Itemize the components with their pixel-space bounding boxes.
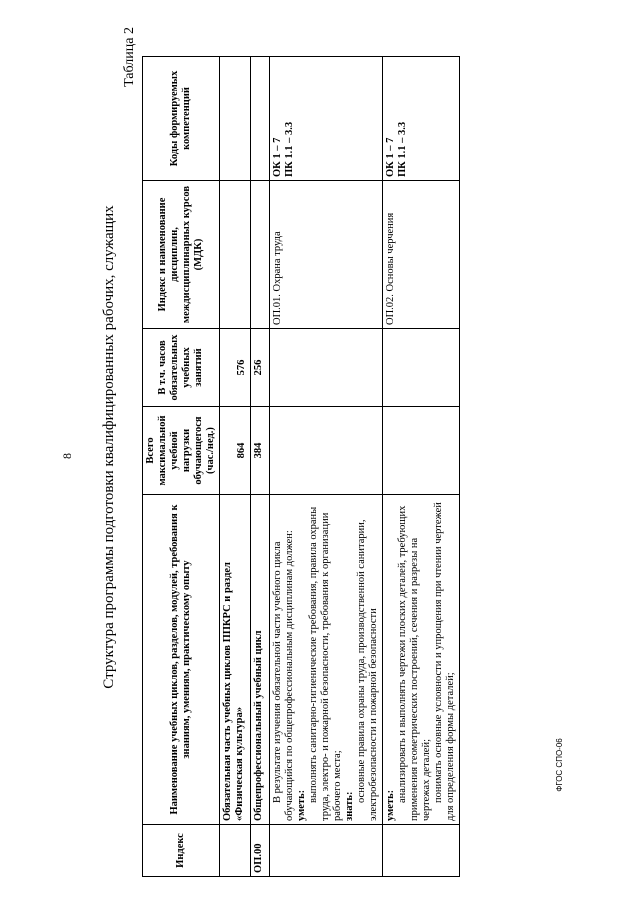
header-mandatory: В т.ч. часов обязательных учебных занятий <box>143 329 220 407</box>
header-index: Индекс <box>143 825 220 877</box>
page-number: 8 <box>60 453 74 459</box>
requirements-intro: В результате изучения обязательной части учебного цикла обучающийся по общепрофессиональным дисциплинам должен: <box>272 530 295 821</box>
cell-empty <box>220 57 251 181</box>
document-title: Структура программы подготовки квалифицированных рабочих, служащих <box>101 205 117 689</box>
cell-competencies <box>270 57 383 181</box>
cell-empty <box>251 57 270 181</box>
cell-empty <box>251 181 270 329</box>
cell-empty <box>270 825 383 877</box>
knowledge-label: знать: <box>344 791 355 821</box>
footer-code: ФГОС СПО-06 <box>555 738 564 792</box>
table-row <box>220 57 251 877</box>
table-header-row <box>143 57 220 877</box>
table-row <box>383 57 460 877</box>
cell-discipline: ОП.02. Основы черчения <box>383 181 460 329</box>
cell-name: Обязательная часть учебных циклов ППКРС и раздел «Физическая культура» <box>220 495 251 825</box>
table-row <box>270 57 383 877</box>
cell-max-load: 864 <box>220 407 251 495</box>
table-label: Таблица 2 <box>122 27 137 87</box>
header-competencies: Коды формируемых компетенций <box>143 57 220 181</box>
competencies-pk: ПК 1.1 – 3.3 <box>284 121 295 177</box>
header-discipline: Индекс и наименование дисциплин, междисциплинарных курсов (МДК) <box>143 181 220 329</box>
table-row <box>251 57 270 877</box>
skills-label: уметь: <box>385 789 396 821</box>
cell-empty <box>220 825 251 877</box>
cell-empty <box>383 329 460 407</box>
cell-empty <box>270 329 383 407</box>
competencies-ok: ОК 1 – 7 <box>272 137 283 177</box>
cell-competencies <box>383 57 460 181</box>
cell-max-load: 384 <box>251 407 270 495</box>
rotated-page-content <box>100 17 580 877</box>
cell-name: Общепрофессиональный учебный цикл <box>251 495 270 825</box>
skills-label: уметь: <box>296 789 307 821</box>
skills-text: понимать основные условности и упрощения при чтении чертежей для определения формы деталей; <box>433 502 456 821</box>
cell-empty <box>383 407 460 495</box>
header-name: Наименование учебных циклов, разделов, модулей, требования к знаниям, умениям, практическому опыту <box>143 495 220 825</box>
competencies-pk: ПК 1.1 – 3.3 <box>397 121 408 177</box>
skills-text: анализировать и выполнять чертежи плоских деталей, требующих применения геометрических построений, сечения и разрезы на чертежах деталей; <box>397 505 432 821</box>
cell-empty <box>270 407 383 495</box>
cell-requirements <box>270 495 383 825</box>
cell-index: ОП.00 <box>251 825 270 877</box>
competencies-ok: ОК 1 – 7 <box>385 137 396 177</box>
cell-discipline: ОП.01. Охрана труда <box>270 181 383 329</box>
cell-requirements <box>383 495 460 825</box>
cell-empty <box>220 181 251 329</box>
header-max-load: Всего максимальной учебной нагрузки обучающегося (час./нед.) <box>143 407 220 495</box>
structure-table <box>142 56 460 877</box>
skills-text: выполнять санитарно-гигиенические требования, правила охраны труда, электро- и пожарной безопасности, требования к организации рабочего места; <box>308 506 343 821</box>
cell-mandatory: 576 <box>220 329 251 407</box>
cell-empty <box>383 825 460 877</box>
cell-mandatory: 256 <box>251 329 270 407</box>
knowledge-text: основные правила охраны труда, производственной санитарии, электробезопасности и пожарной безопасности <box>356 519 379 821</box>
